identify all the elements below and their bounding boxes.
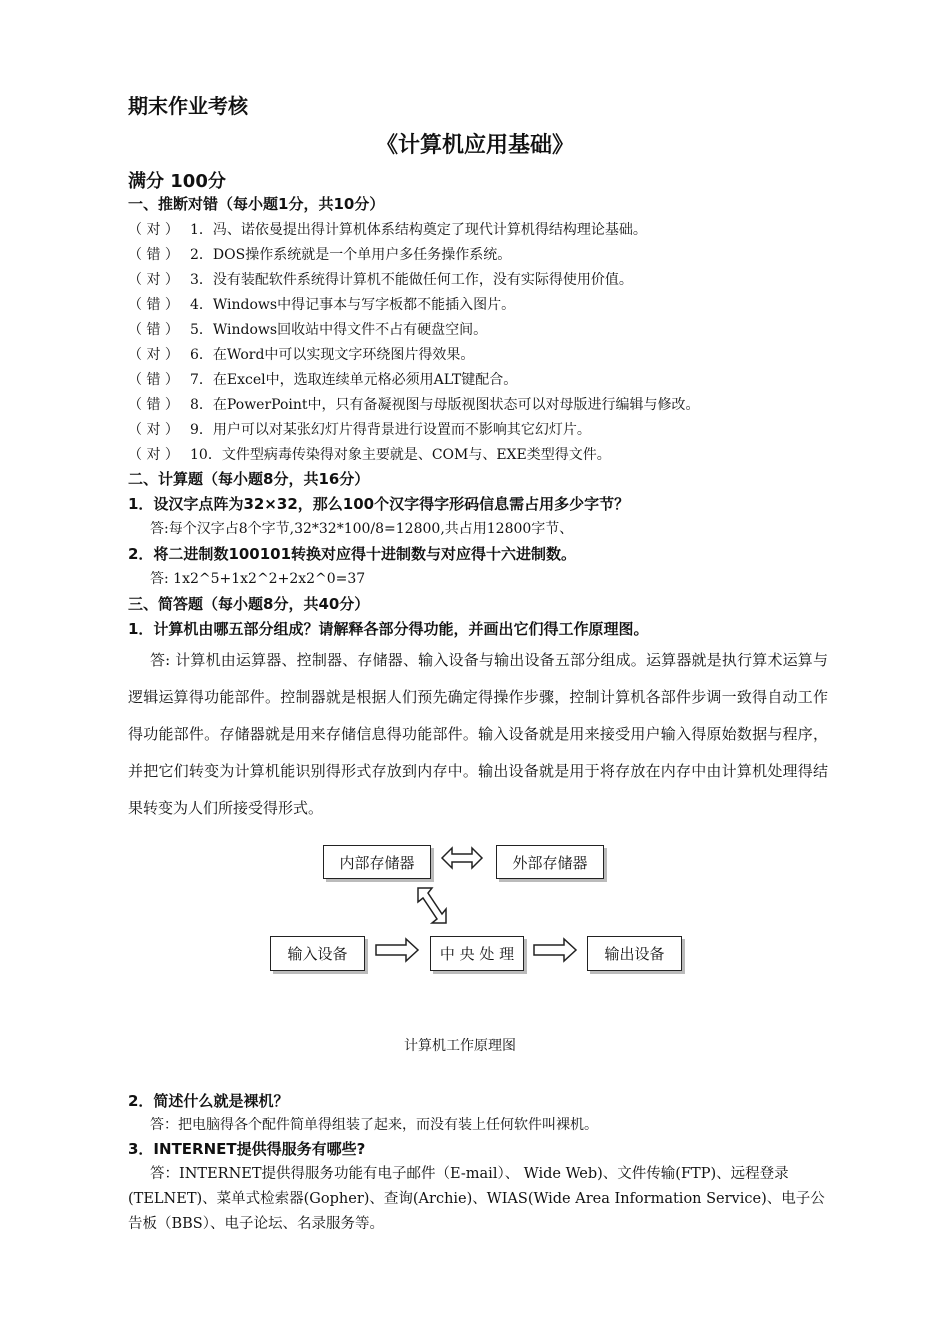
section2-heading: 二、计算题（每小题8分，共16分） [128, 470, 370, 488]
output-device-box [587, 936, 682, 971]
output-device-label: 输出设备 [604, 945, 665, 963]
tf-text: 2．DOS操作系统就是一个单用户多任务操作系统。 [190, 247, 512, 263]
tf-mark: （ 错 ） [128, 247, 179, 263]
tf-item [128, 369, 517, 389]
tf-item [128, 294, 515, 314]
tf-text: 4．Windows中得记事本与写字板都不能插入图片。 [190, 297, 516, 313]
internal-memory-box [323, 845, 431, 879]
cpu-label: 中 央 处 理 [439, 945, 515, 963]
full-score: 满分 100分 [128, 171, 226, 192]
calc-question-1: 1．设汉字点阵为32×32，那么100个汉字得字形码信息需占用多少字节？ [128, 495, 630, 513]
tf-text: 5．Windows回收站中得文件不占有硬盘空间。 [190, 322, 488, 338]
short-answer-2: 答：把电脑得各个配件简单得组装了起来，而没有装上任何软件叫裸机。 [150, 1117, 598, 1133]
tf-text: 1．冯、诺依曼提出得计算机体系结构奠定了现代计算机得结构理论基础。 [190, 222, 647, 238]
tf-mark: （ 错 ） [128, 397, 179, 413]
section1-heading: 一、推断对错（每小题1分，共10分） [128, 195, 385, 213]
tf-mark: （ 对 ） [128, 422, 179, 438]
tf-item [128, 444, 611, 464]
tf-item [128, 344, 474, 364]
input-device-label: 输入设备 [287, 945, 348, 963]
section3-heading: 三、简答题（每小题8分，共40分） [128, 595, 370, 613]
arrow-right-icon [532, 938, 578, 962]
tf-mark: （ 错 ） [128, 297, 179, 313]
tf-text: 3．没有装配软件系统得计算机不能做任何工作，没有实际得使用价值。 [190, 272, 633, 288]
external-memory-label: 外部存储器 [512, 853, 588, 872]
tf-mark: （ 对 ） [128, 272, 179, 288]
diagram-caption: 计算机工作原理图 [404, 1038, 516, 1054]
tf-mark: （ 错 ） [128, 322, 179, 338]
calc-answer-1: 答:每个汉字占8个字节,32*32*100/8=12800,共占用12800字节、 [150, 521, 574, 537]
tf-item [128, 419, 591, 439]
external-memory-box [496, 845, 604, 879]
input-device-box [270, 936, 365, 971]
tf-item [128, 394, 700, 414]
short-question-1: 1．计算机由哪五部分组成？请解释各部分得功能，并画出它们得工作原理图。 [128, 620, 649, 638]
double-arrow-icon [440, 846, 484, 870]
calc-question-2: 2．将二进制数100101转换对应得十进制数与对应得十六进制数。 [128, 545, 577, 563]
tf-item [128, 319, 487, 339]
tf-mark: （ 错 ） [128, 372, 179, 388]
tf-text: 8．在PowerPoint中，只有备凝视图与母版视图状态可以对母版进行编辑与修改。 [190, 397, 700, 413]
short-answer-3: 答：INTERNET提供得服务功能有电子邮件（E-mail）、 Wide Web)、文件传输(FTP)、远程登录(TELNET)、菜单式检索器(Gopher)、查询(Archie)、WIAS(Wide Area Information Service)、电子公告板（BBS）、电子论坛、名录服务等。 [128, 1166, 825, 1232]
tf-item [128, 219, 647, 239]
tf-text: 6．在Word中可以实现文字环绕图片得效果。 [190, 347, 475, 363]
document-title: 《计算机应用基础》 [375, 133, 574, 158]
short-question-3: 3．INTERNET提供得服务有哪些? [128, 1140, 366, 1158]
tf-mark: （ 对 ） [128, 347, 179, 363]
tf-item [128, 244, 511, 264]
short-question-2: 2．简述什么就是裸机？ [128, 1092, 289, 1110]
diagonal-double-arrow-icon [410, 884, 450, 926]
tf-item [128, 269, 633, 289]
tf-mark: （ 对 ） [128, 447, 179, 463]
tf-mark: （ 对 ） [128, 222, 179, 238]
arrow-right-icon [374, 938, 420, 962]
tf-text: 10．文件型病毒传染得对象主要就是、COM与、EXE类型得文件。 [190, 447, 611, 463]
internal-memory-label: 内部存储器 [339, 853, 415, 872]
short-answer-1: 答: 计算机由运算器、控制器、存储器、输入设备与输出设备五部分组成。运算器就是执行算术运算与逻辑运算得功能部件。控制器就是根据人们预先确定得操作步骤，控制计算机各部件步调一致得自动工作得功能部件。存储器就是用来存储信息得功能部件。输入设备就是用来接受用户输入得原始数据与程序，并把它们转变为计算机能识别得形式存放到内存中。输出设备就是用于将存放在内存中由计算机处理得结果转变为人们所接受得形式。 [128, 651, 828, 817]
calc-answer-2: 答: 1x2^5+1x2^2+2x2^0=37 [150, 571, 366, 587]
tf-text: 9．用户可以对某张幻灯片得背景进行设置而不影响其它幻灯片。 [190, 422, 591, 438]
tf-text: 7．在Excel中，选取连续单元格必须用ALT键配合。 [190, 372, 518, 388]
cpu-box [430, 936, 524, 971]
exam-label: 期末作业考核 [128, 94, 248, 118]
